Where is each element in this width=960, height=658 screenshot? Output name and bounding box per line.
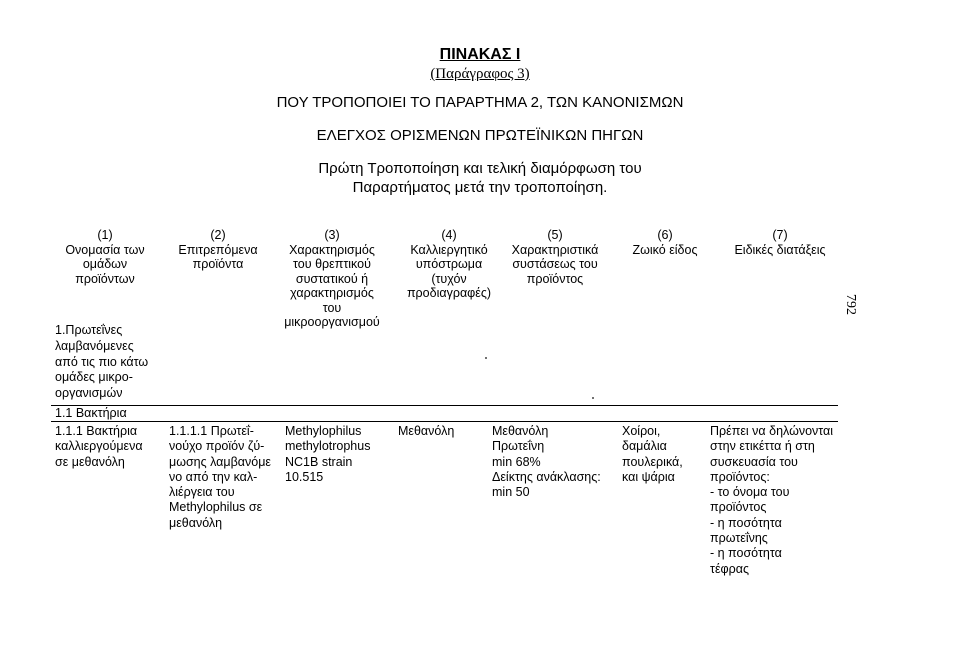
amendment-heading: ΠΟΥ ΤΡΟΠΟΠΟΙΕΙ ΤΟ ΠΑΡΑΡΤΗΜΑ 2, ΤΩΝ ΚΑΝΟΝΙΣΜΩΝ [276, 94, 684, 111]
column-header-line: Ζωικό είδος [632, 242, 698, 257]
column-number: (1) [97, 228, 113, 242]
group-label-line: 1.Πρωτεΐνες [55, 323, 123, 337]
scan-speck [485, 357, 487, 359]
row-culture-substrate [398, 424, 454, 439]
cell-line: Μεθανόλη [398, 424, 455, 438]
column-header-line: (τυχόν [431, 271, 467, 286]
column-header-line: Επιτρεπόμενα [178, 242, 258, 257]
cell-line: μεθανόλη [169, 515, 223, 530]
scan-speck [592, 397, 594, 399]
table-rule [51, 421, 838, 422]
cell-line: methylotrophus [285, 439, 371, 454]
cell-line: μωσης λαμβανόμε [169, 454, 272, 469]
section-label: 1.1 Βακτήρια [55, 406, 127, 420]
cell-line: NC1B strain [285, 454, 353, 469]
cell-line: νο από την καλ- [169, 469, 258, 484]
column-header-2 [166, 228, 270, 272]
cell-line: - η ποσότητα [710, 546, 782, 561]
column-header-line: μικροοργανισμού [284, 315, 380, 329]
column-header-line: Χαρακτηριστικά [511, 242, 599, 257]
cell-line: Χοίροι, [622, 424, 661, 438]
cell-line: συσκευασία του [710, 454, 798, 469]
group-label-line: ομάδες μικρο- [55, 370, 133, 385]
row-special-provisions [710, 424, 833, 577]
cell-line: πουλερικά, [622, 454, 683, 469]
column-number: (7) [772, 228, 788, 242]
cell-line: προϊόντος: [710, 469, 770, 484]
row-composition [492, 424, 601, 500]
column-header-6 [615, 228, 715, 257]
cell-line: Πρέπει να δηλώνονται [710, 424, 834, 438]
cell-line: προϊόντος [710, 500, 767, 515]
cell-line: σε μεθανόλη [55, 454, 125, 469]
cell-line: 1.1.1.1 Πρωτεΐ- [169, 424, 254, 438]
column-header-line: υπόστρωμα [415, 257, 483, 271]
column-header-line: προϊόντα [192, 257, 244, 271]
column-number: (2) [210, 228, 226, 242]
column-header-5 [485, 228, 625, 286]
column-header-line: του [322, 300, 342, 315]
table-title: ΠΙΝΑΚΑΣ Ι [439, 46, 521, 63]
cell-line: Methylophilus σε [169, 500, 263, 515]
cell-line: - το όνομα του [710, 485, 790, 500]
row-animal-species [622, 424, 683, 485]
column-header-line: Ονομασία των [65, 242, 145, 257]
cell-line: πρωτεΐνης [710, 531, 768, 546]
column-header-line: προϊόντων [75, 271, 135, 286]
column-number: (6) [657, 228, 673, 242]
group-label-line: οργανισμών [55, 386, 123, 401]
column-number: (5) [547, 228, 563, 242]
revision-heading-line: Πρώτη Τροποποίηση και τελική διαμόρφωση του [318, 160, 642, 177]
cell-line: δαμάλια [622, 439, 667, 454]
row-product-group [55, 424, 143, 470]
cell-line: min 50 [492, 485, 530, 500]
paragraph-reference: (Παράγραφος 3) [430, 66, 530, 82]
cell-line: στην ετικέττα ή στη [710, 439, 815, 454]
cell-line: 1.1.1 Βακτήρια [55, 424, 138, 438]
group-label-line: από τις πιο κάτω [55, 354, 149, 369]
cell-line: καλλιεργούμενα [55, 439, 143, 454]
group-label-line: λαμβανόμενες [55, 338, 134, 353]
column-header-line: Ειδικές διατάξεις [734, 242, 826, 257]
cell-line: - η ποσότητα [710, 515, 782, 530]
column-header-line: συστατικού ή [295, 271, 369, 286]
revision-heading-line: Παραρτήματος μετά την τροποποίηση. [352, 179, 608, 196]
cell-line: τέφρας [710, 561, 749, 576]
column-header-line: Καλλιεργητικό [410, 242, 488, 257]
revision-heading [0, 159, 960, 197]
column-header-1 [51, 228, 159, 286]
cell-line: νούχο προϊόν ζύ- [169, 439, 265, 454]
cell-line: 10.515 [285, 469, 324, 484]
column-number: (3) [324, 228, 340, 242]
cell-line: λιέργεια του [169, 485, 235, 500]
table-rule [51, 405, 838, 406]
group-label [55, 323, 148, 402]
column-header-line: προδιαγραφές) [406, 286, 492, 300]
cell-line: και ψάρια [622, 469, 675, 484]
row-microorganism [285, 424, 370, 485]
cell-line: min 68% [492, 454, 541, 469]
column-header-line: ομάδων [82, 257, 128, 271]
cell-line: Methylophilus [285, 424, 362, 438]
column-header-3 [270, 228, 394, 330]
page-number: 792 [843, 294, 858, 315]
column-header-line: Χαρακτηρισμός [289, 242, 375, 257]
row-permitted-product [169, 424, 271, 531]
cell-line: Μεθανόλη [492, 424, 549, 438]
regulation-heading: ΕΛΕΓΧΟΣ ΟΡΙΣΜΕΝΩΝ ΠΡΩΤΕΪΝΙΚΩΝ ΠΗΓΩΝ [316, 127, 644, 144]
cell-line: Πρωτεΐνη [492, 439, 545, 454]
column-header-line: συστάσεως του [512, 257, 598, 271]
column-header-line: χαρακτηρισμός [290, 286, 374, 300]
column-header-line: προϊόντος [526, 271, 584, 286]
column-number: (4) [441, 228, 457, 242]
column-header-line: του θρεπτικού [293, 257, 371, 271]
column-header-7 [715, 228, 845, 257]
cell-line: Δείκτης ανάκλασης: [492, 469, 601, 484]
